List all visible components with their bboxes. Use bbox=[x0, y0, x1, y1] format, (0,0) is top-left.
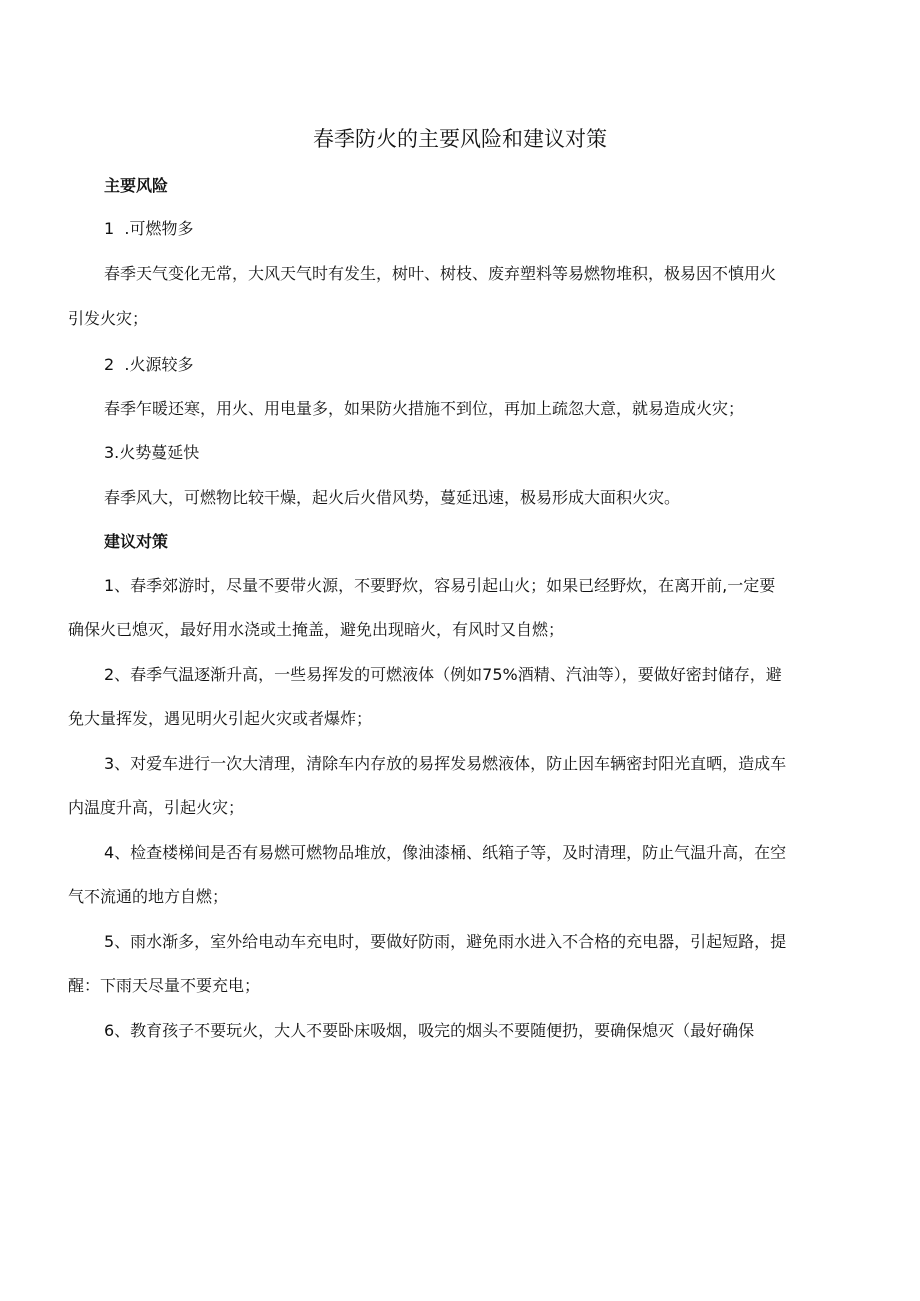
risk3-text-line1: 春季风大，可燃物比较干燥，起火后火借风势，蔓延迅速，极易形成大面积火灾。 bbox=[104, 488, 681, 507]
measure3-line2: 内温度升高，引起火灾； bbox=[68, 798, 245, 817]
risk1-title: 1 .可燃物多 bbox=[104, 219, 194, 238]
measure4-line2: 气不流通的地方自燃； bbox=[68, 887, 229, 906]
risk2-title: 2 .火源较多 bbox=[104, 355, 194, 374]
risk1-text-line2: 引发火灾； bbox=[68, 309, 149, 328]
measure5-line2: 醒：下雨天尽量不要充电； bbox=[68, 976, 261, 995]
measure1-line1: 1、春季郊游时，尽量不要带火源，不要野炊，容易引起山火；如果已经野炊，在离开前,一定要 bbox=[104, 576, 776, 595]
measure1-line2: 确保火已熄灭，最好用水浇或土掩盖，避免出现暗火，有风时又自燃； bbox=[68, 620, 565, 639]
risks-heading: 主要风险 bbox=[104, 176, 169, 195]
measures-heading: 建议对策 bbox=[104, 532, 169, 551]
measure3-line1: 3、对爱车进行一次大清理，清除车内存放的易挥发易燃液体，防止因车辆密封阳光直晒，造成车 bbox=[104, 754, 787, 773]
risk1-text-line1: 春季天气变化无常，大风天气时有发生，树叶、树枝、废弃塑料等易燃物堆积，极易因不慎用火 bbox=[104, 264, 777, 283]
document-title: 春季防火的主要风险和建议对策 bbox=[313, 127, 607, 151]
measure2-line2: 免大量挥发，遇见明火引起火灾或者爆炸； bbox=[68, 709, 373, 728]
risk3-title: 3.火势蔓延快 bbox=[104, 443, 200, 462]
measure2-line1: 2、春季气温逐渐升高，一些易挥发的可燃液体（例如75%酒精、汽油等），要做好密封储存，避 bbox=[104, 665, 782, 684]
measure5-line1: 5、雨水渐多，室外给电动车充电时，要做好防雨，避免雨水进入不合格的充电器，引起短路，提 bbox=[104, 932, 787, 951]
measure6-line1: 6、教育孩子不要玩火，大人不要卧床吸烟，吸完的烟头不要随便扔，要确保熄灭（最好确保 bbox=[104, 1021, 755, 1040]
risk2-text-line1: 春季乍暖还寒，用火、用电量多，如果防火措施不到位，再加上疏忽大意，就易造成火灾； bbox=[104, 399, 745, 418]
measure4-line1: 4、检查楼梯间是否有易燃可燃物品堆放，像油漆桶、纸箱子等，及时清理，防止气温升高，在空 bbox=[104, 843, 787, 862]
